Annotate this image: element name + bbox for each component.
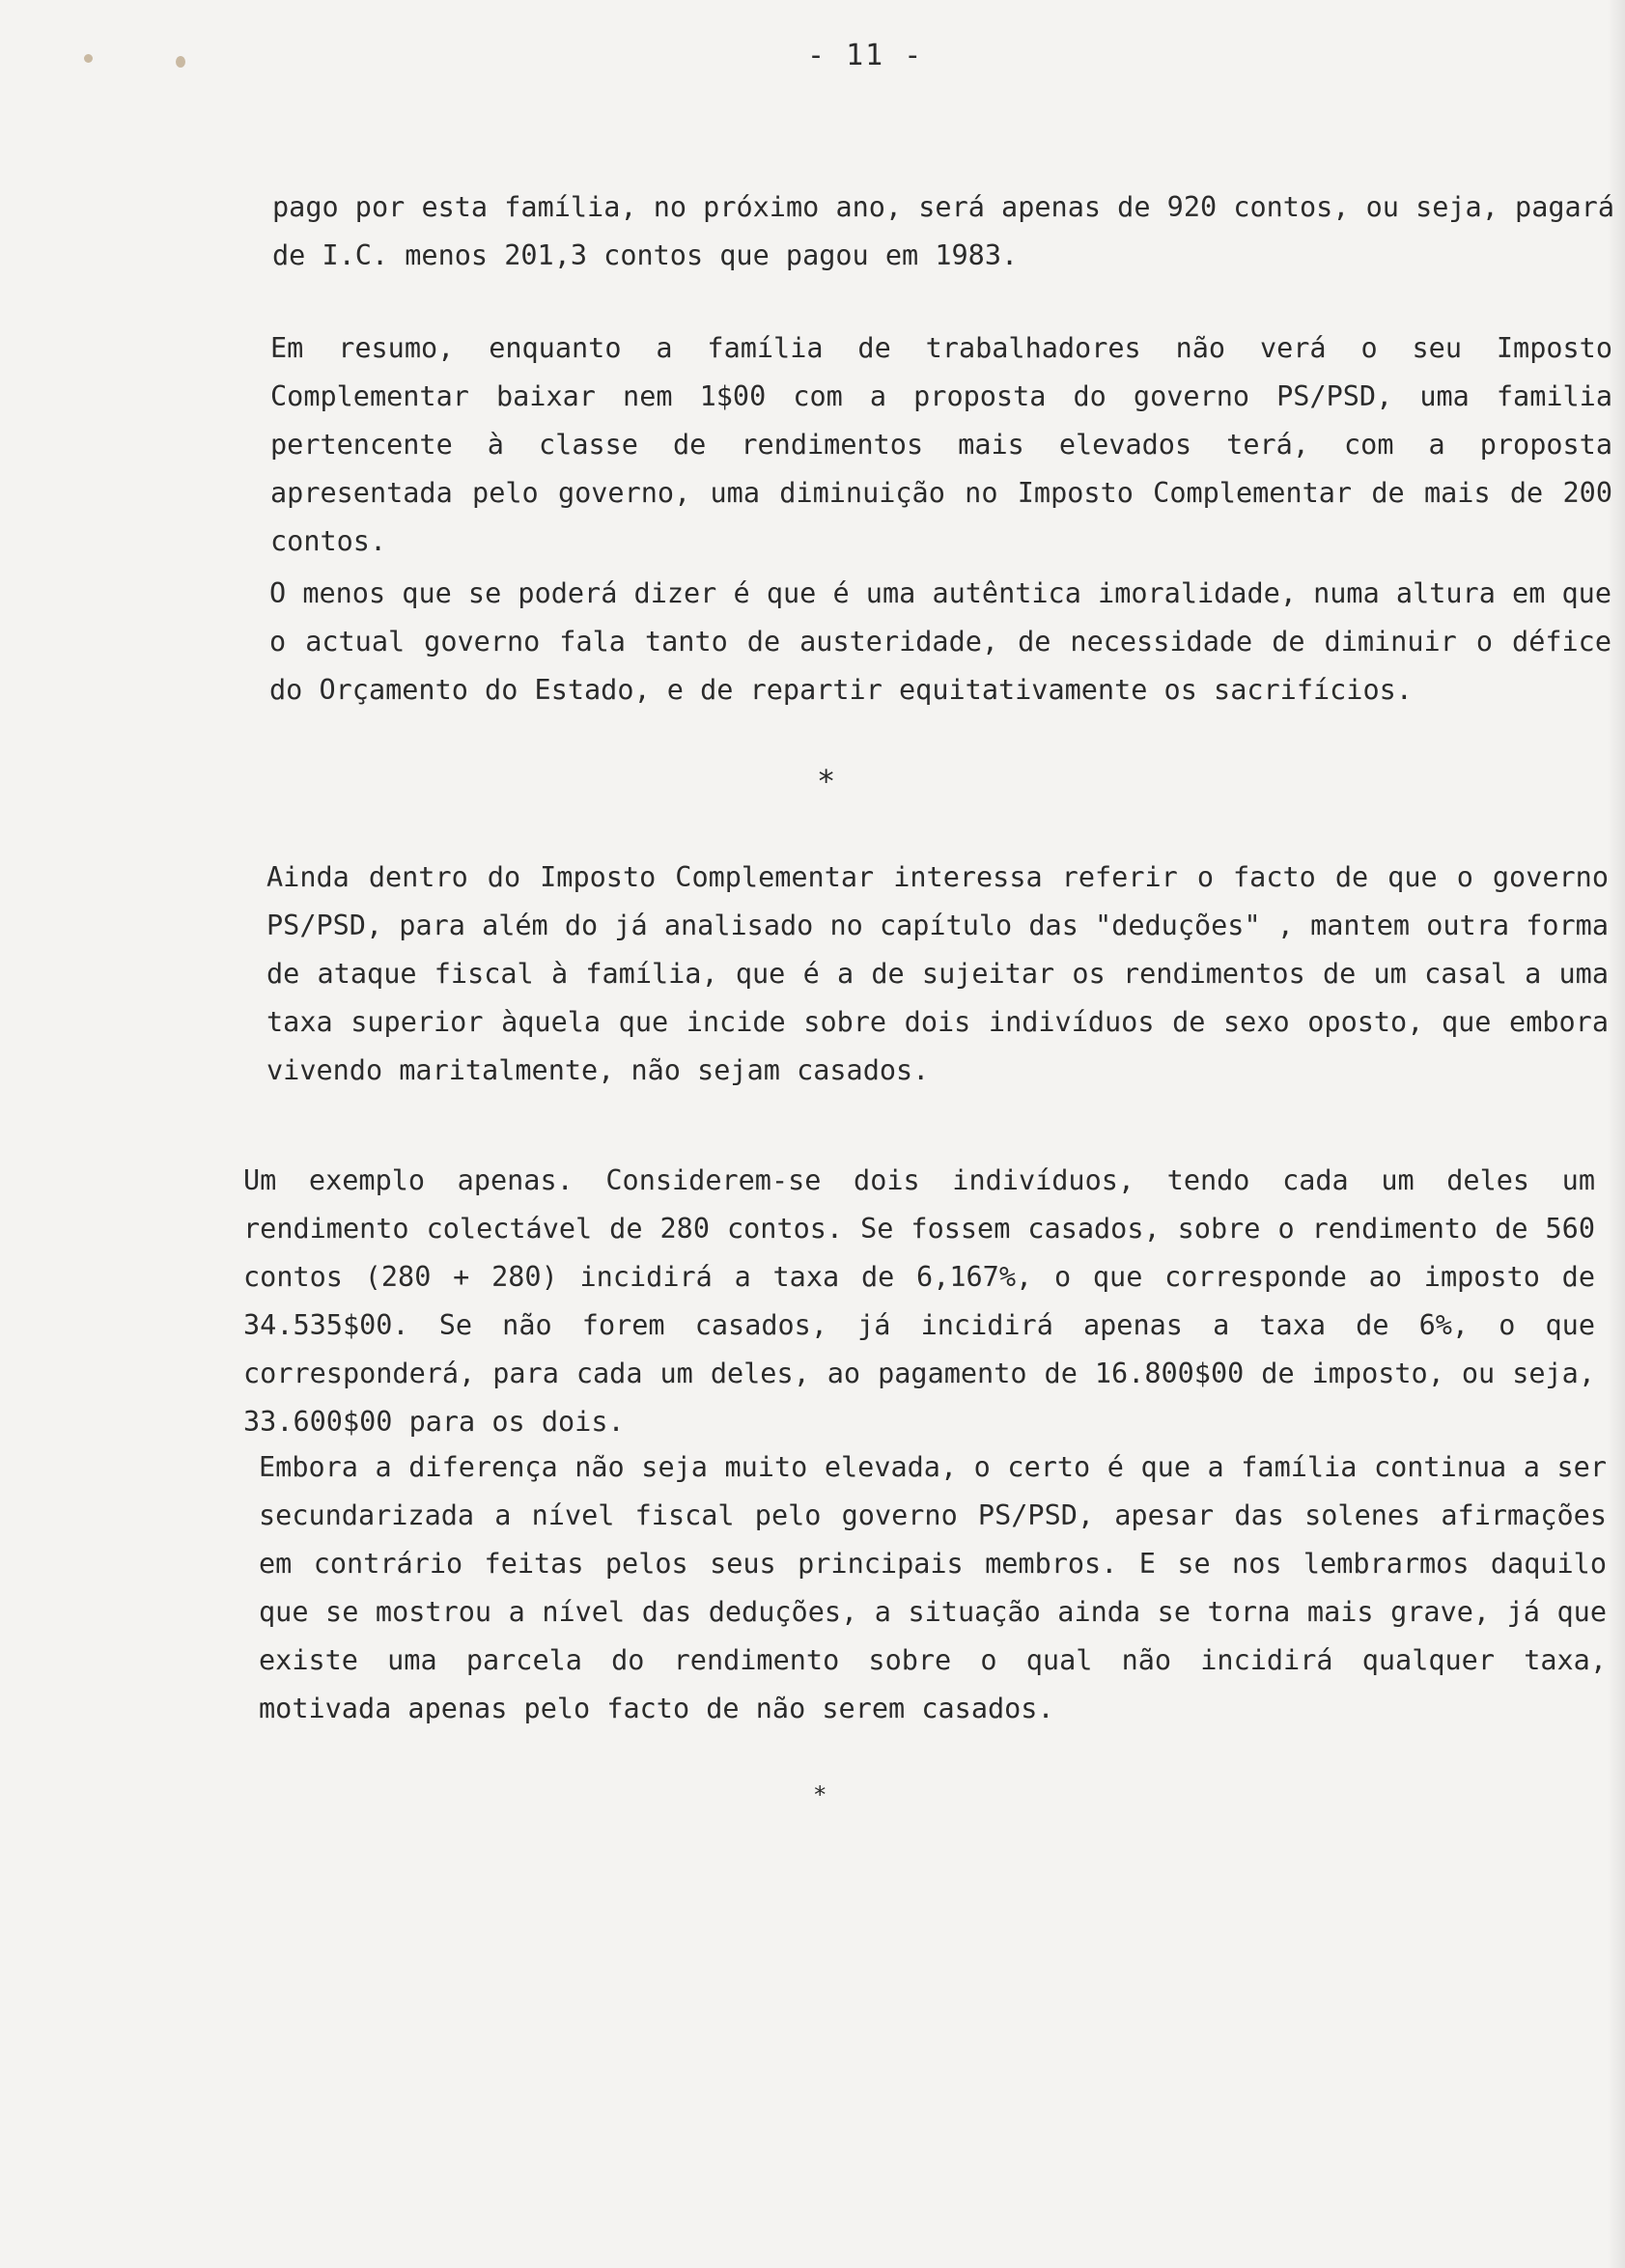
paragraph-1: pago por esta família, no próximo ano, será apenas de 920 contos, ou seja, pagará de I.C. menos 201,3 contos que pagou em 1983. xyxy=(272,191,1614,271)
paragraph-3: O menos que se poderá dizer é que é uma autêntica imoralidade, numa altura em que o actual governo fala tanto de austeridade, de necessidade de diminuir o défice do Orçamento do Estado, e de repartir equitativamente os sacrifícios. xyxy=(269,577,1611,706)
page-number: - 11 - xyxy=(807,39,924,72)
end-separator-asterisk: * xyxy=(813,1781,827,1808)
paragraph-5: Um exemplo apenas. Considerem-se dois indivíduos, tendo cada um deles um rendimento colectável de 280 contos. Se fossem casados, sobre o rendimento de 560 contos (280 + 280) incidirá a taxa de 6,167%, o que corresponde ao imposto de 34.535$00. Se não forem casados, já incidirá apenas a taxa de 6%, o que corresponderá, para cada um deles, ao pagamento de 16.800$00 de imposto, ou seja, 33.600$00 para os dois. xyxy=(243,1164,1595,1438)
binder-hole-mark xyxy=(176,56,185,68)
section-separator-asterisk: * xyxy=(817,763,836,799)
paragraph-2: Em resumo, enquanto a família de trabalhadores não verá o seu Imposto Complementar baixar nem 1$00 com a proposta do governo PS/PSD, uma familia pertencente à classe de rendimentos mais elevados terá, com a proposta apresentada pelo governo, uma diminuição no Imposto Complementar de mais de 200 contos. xyxy=(270,332,1612,557)
paragraph-6: Embora a diferença não seja muito elevada, o certo é que a família continua a ser secundarizada a nível fiscal pelo governo PS/PSD, apesar das solenes afirmações em contrário feitas pelos seus principais membros. E se nos lembrarmos daquilo que se mostrou a nível das deduções, a situação ainda se torna mais grave, já que existe uma parcela do rendimento sobre o qual não incidirá qualquer taxa, motivada apenas pelo facto de não serem casados. xyxy=(259,1451,1607,1724)
binder-hole-mark xyxy=(84,54,93,63)
paragraph-4: Ainda dentro do Imposto Complementar interessa referir o facto de que o governo PS/PSD, para além do já analisado no capítulo das "deduções" , mantem outra forma de ataque fiscal à família, que é a de sujeitar os rendimentos de um casal a uma taxa superior àquela que incide sobre dois indivíduos de sexo oposto, que embora vivendo maritalmente, não sejam casados. xyxy=(266,861,1609,1086)
